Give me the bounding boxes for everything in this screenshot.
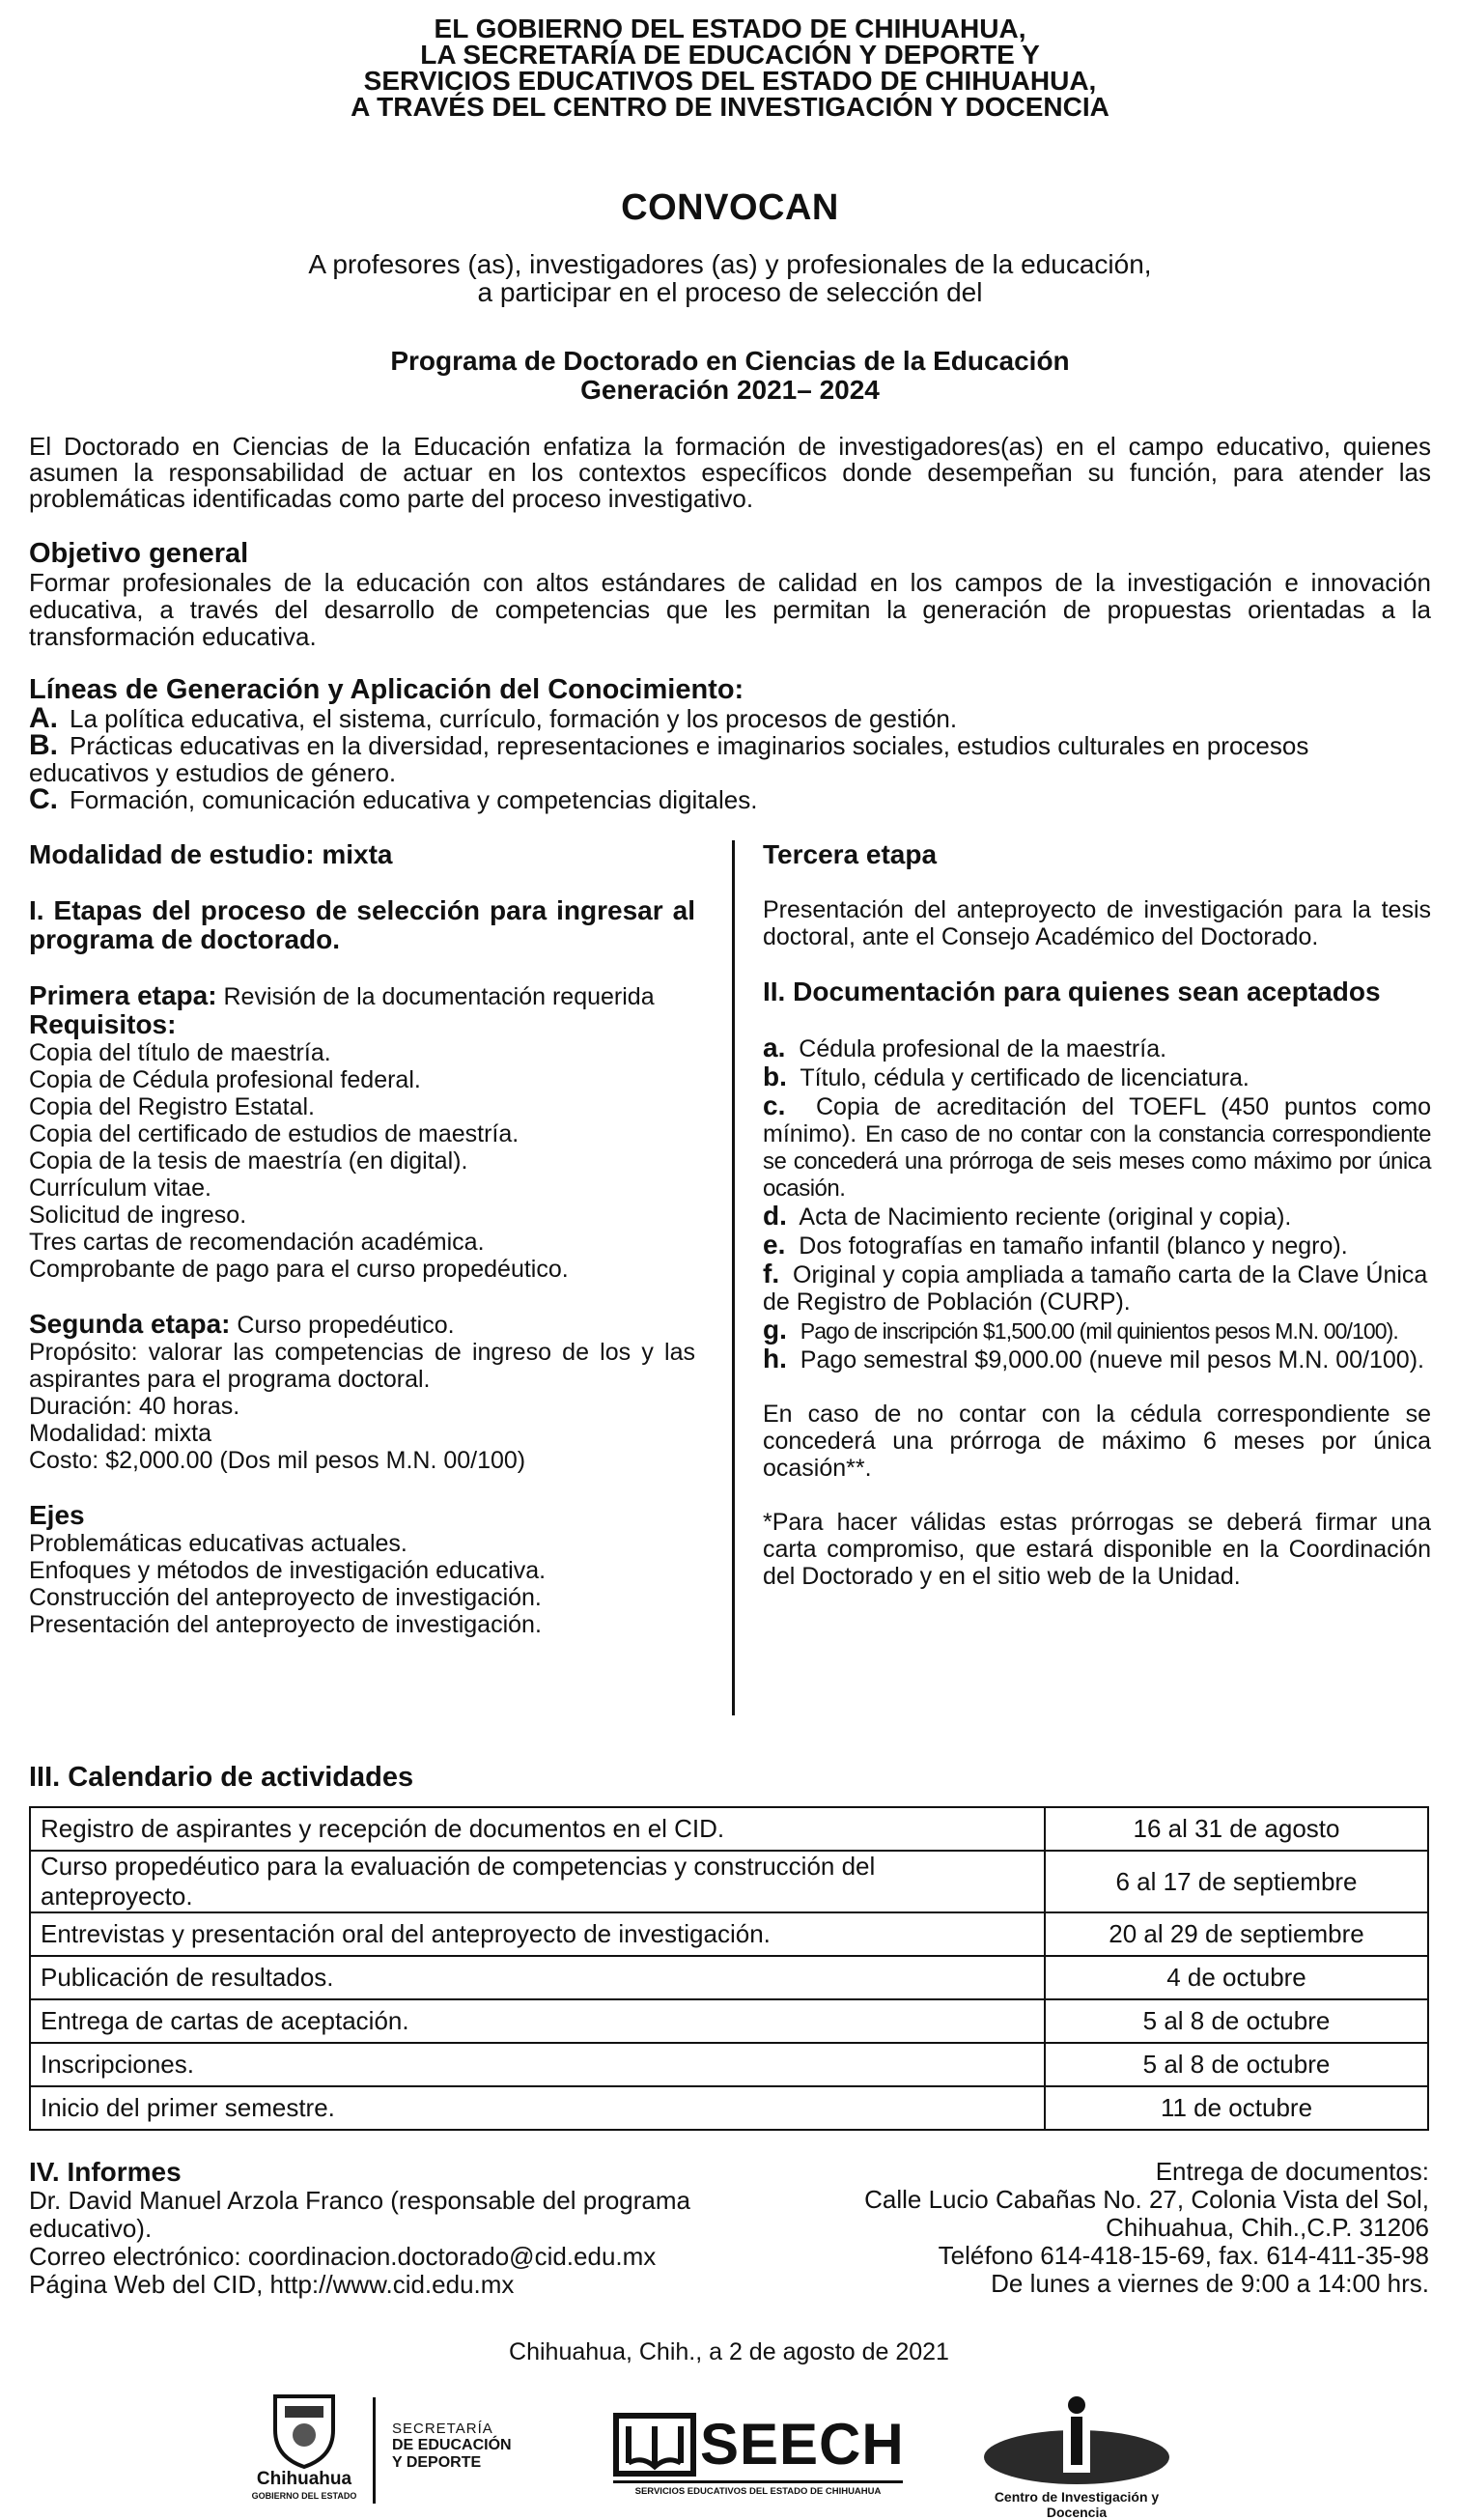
table-row (30, 1999, 1428, 2043)
entrega-block (734, 2158, 1429, 2298)
convocatoria-page (29, 14, 1432, 2520)
doc-item (763, 1091, 1431, 1202)
entrega-line: Teléfono 614-418-15-69, fax. 614-411-35-98 (938, 2241, 1429, 2270)
doc-item (763, 1316, 1431, 1345)
cid-name: Centro de Investigación y Docencia (994, 2489, 1160, 2520)
doc-text: Título, cédula y certificado de licenciatura. (800, 1064, 1249, 1091)
activity-cell: Inscripciones. (30, 2043, 1045, 2086)
left-column (29, 840, 695, 1638)
date-cell: 11 de octubre (1045, 2086, 1428, 2130)
list-item: Copia del certificado de estudios de maestría. (29, 1120, 519, 1147)
sec-line: DE EDUCACIÓN (392, 2437, 512, 2453)
primera-etapa (29, 981, 695, 1010)
logo-divider (373, 2397, 376, 2504)
lead-line: A profesores (as), investigadores (as) y profesionales de la educación, (308, 249, 1152, 279)
doc-item (763, 1033, 1431, 1062)
date-cell: 20 al 29 de septiembre (1045, 1912, 1428, 1956)
doc-item (763, 1231, 1431, 1260)
segunda-etapa (29, 1310, 695, 1339)
table-row (30, 2043, 1428, 2086)
book-icon (613, 2413, 696, 2477)
header-line: A TRAVÉS DEL CENTRO DE INVESTIGACIÓN Y DOCENCIA (351, 92, 1109, 122)
documentacion-heading: II. Documentación para quienes sean aceptados (763, 977, 1381, 1006)
doc-item (763, 1260, 1431, 1316)
doc-letter: h. (763, 1344, 787, 1373)
list-item: Problemáticas educativas actuales. (29, 1530, 407, 1557)
tercera-heading: Tercera etapa (763, 839, 938, 869)
doc-text: Pago semestral $9,000.00 (nueve mil pesos M.N. 00/100). (800, 1346, 1424, 1373)
table-row (30, 1807, 1428, 1851)
list-item: Currículum vitae. (29, 1175, 211, 1202)
list-item: Presentación del anteproyecto de investigación. (29, 1611, 542, 1638)
lineas-text: Prácticas educativas en la diversidad, representaciones e imaginarios sociales, estudios culturales en procesos educativos y estudios de género. (29, 731, 1309, 787)
lineas-item (29, 783, 1431, 815)
activity-cell: Entrevistas y presentación oral del anteproyecto de investigación. (30, 1912, 1045, 1956)
program-name: Programa de Doctorado en Ciencias de la Educación (390, 346, 1070, 376)
doc-text: Original y copia ampliada a tamaño carta de la Clave Única de Registro de Población (CURP). (763, 1261, 1428, 1316)
table-row (30, 1912, 1428, 1956)
modalidad-heading: Modalidad de estudio: mixta (29, 839, 393, 869)
header-line: SERVICIOS EDUCATIVOS DEL ESTADO DE CHIHUAHUA, (363, 66, 1097, 96)
cedula-note: En caso de no contar con la cédula correspondiente se concederá una prórroga de máximo 6 meses por única ocasión**. (763, 1401, 1431, 1482)
entrega-line: Chihuahua, Chih.,C.P. 31206 (1106, 2213, 1429, 2242)
segunda-text: Curso propedéutico. (230, 1312, 455, 1339)
header-line: EL GOBIERNO DEL ESTADO DE CHIHUAHUA, (434, 14, 1026, 43)
date-cell: 5 al 8 de octubre (1045, 2043, 1428, 2086)
segunda-label: Segunda etapa: (29, 1309, 231, 1339)
date-cell: 16 al 31 de agosto (1045, 1807, 1428, 1851)
lineas-item (29, 729, 1431, 787)
carta-note: *Para hacer válidas estas prórrogas se deberá firmar una carta compromiso, que estará disponible en la Coordinación del Doctorado y en el sitio web de la Unidad. (763, 1509, 1431, 1590)
entrega-line: De lunes a viernes de 9:00 a 14:00 hrs. (991, 2269, 1429, 2298)
toefl-note: En caso de no contar con la constancia correspondiente se concederá una prórroga de seis meses como máximo por única ocasión. (763, 1121, 1432, 1202)
lineas-heading: Líneas de Generación y Aplicación del Conocimiento: (29, 674, 744, 705)
list-item: Comprobante de pago para el curso propedéutico. (29, 1256, 569, 1283)
primera-label: Primera etapa: (29, 980, 217, 1010)
doc-text: Dos fotografías en tamaño infantil (blanco y negro). (799, 1232, 1348, 1260)
lineas-text: Formación, comunicación educativa y competencias digitales. (70, 785, 758, 814)
program-title (29, 347, 1431, 405)
lead-text (29, 250, 1431, 306)
table-row (30, 1851, 1428, 1912)
lineas-letter: C. (29, 783, 58, 815)
sec-line: Y DEPORTE (392, 2454, 482, 2471)
header-block (29, 15, 1431, 405)
logos-footer (29, 2392, 1429, 2520)
lineas-section (29, 675, 1431, 813)
activity-cell: Registro de aspirantes y recepción de documentos en el CID. (30, 1807, 1045, 1851)
page-title: CONVOCAN (621, 187, 839, 228)
list-item: Propósito: valorar las competencias de ingreso de los y las aspirantes para el programa doctoral. (29, 1339, 695, 1393)
date-cell: 6 al 17 de septiembre (1045, 1851, 1428, 1912)
entrega-line: Entrega de documentos: (1155, 2157, 1429, 2186)
seech-name: SEECH (700, 2412, 905, 2477)
doc-text: Copia de acreditación del TOEFL (450 puntos como mínimo). (763, 1093, 1431, 1147)
doc-item (763, 1345, 1431, 1373)
entrega-line: Calle Lucio Cabañas No. 27, Colonia Vista del Sol, (864, 2185, 1429, 2214)
chihuahua-logo (251, 2392, 357, 2507)
doc-letter: b. (763, 1062, 787, 1091)
two-column-section (29, 839, 1432, 1638)
etapas-heading: I. Etapas del proceso de selección para ingresar al programa de doctorado. (29, 895, 695, 954)
lineas-letter: A. (29, 702, 58, 734)
activity-cell: Publicación de resultados. (30, 1956, 1045, 1999)
list-item: Copia del título de maestría. (29, 1039, 331, 1066)
calendario-table (29, 1806, 1429, 2131)
cid-emblem-icon (980, 2395, 1173, 2488)
lineas-letter: B. (29, 729, 58, 761)
calendario-heading: III. Calendario de actividades (29, 1762, 414, 1793)
ejes-heading: Ejes (29, 1500, 85, 1530)
activity-cell: Inicio del primer semestre. (30, 2086, 1045, 2130)
list-item: Solicitud de ingreso. (29, 1202, 247, 1229)
list-item: Copia del Registro Estatal. (29, 1093, 315, 1120)
table-row (30, 2086, 1428, 2130)
primera-text: Revisión de la documentación requerida (216, 983, 655, 1010)
lineas-text: La política educativa, el sistema, currículo, formación y los procesos de gestión. (70, 704, 958, 733)
doc-letter: f. (763, 1259, 780, 1288)
header-line: LA SECRETARÍA DE EDUCACIÓN Y DEPORTE Y (420, 40, 1040, 70)
chihuahua-name: Chihuahua (256, 2469, 352, 2489)
list-item: Modalidad: mixta (29, 1420, 211, 1447)
table-row (30, 1956, 1428, 1999)
chihuahua-sub: GOBIERNO DEL ESTADO (251, 2491, 357, 2501)
list-item: Copia de la tesis de maestría (en digital). (29, 1147, 468, 1175)
doc-text: Cédula profesional de la maestría. (799, 1035, 1167, 1062)
objetivo-section (29, 539, 1431, 650)
lineas-item (29, 702, 1431, 734)
doc-letter: e. (763, 1230, 786, 1260)
date-cell: 5 al 8 de octubre (1045, 1999, 1428, 2043)
requisitos-heading: Requisitos: (29, 1009, 177, 1039)
sec-line: SECRETARÍA (392, 2421, 493, 2437)
tercera-text: Presentación del anteproyecto de investigación para la tesis doctoral, ante el Consejo Académico del Doctorado. (763, 896, 1431, 950)
informes-left (29, 2158, 724, 2299)
cid-logo (980, 2395, 1173, 2520)
doc-item (763, 1202, 1431, 1231)
program-generation: Generación 2021– 2024 (580, 375, 880, 405)
doc-item (763, 1062, 1431, 1091)
doc-text: Pago de inscripción $1,500.00 (mil quinientos pesos M.N. 00/100). (800, 1318, 1398, 1344)
activity-cell: Entrega de cartas de aceptación. (30, 1999, 1045, 2043)
column-divider (732, 840, 735, 1715)
seech-logo (613, 2413, 903, 2500)
secretaria-logo (392, 2421, 547, 2472)
list-item: Copia de Cédula profesional federal. (29, 1066, 421, 1093)
objetivo-heading: Objetivo general (29, 538, 249, 569)
activity-cell: Curso propedéutico para la evaluación de competencias y construcción del anteproyecto. (30, 1851, 1045, 1912)
date-cell: 4 de octubre (1045, 1956, 1428, 1999)
informes-line: Dr. David Manuel Arzola Franco (responsable del programa educativo). (29, 2186, 691, 2243)
list-item: Duración: 40 horas. (29, 1393, 240, 1420)
right-column (763, 840, 1431, 1590)
objetivo-text: Formar profesionales de la educación con altos estándares de calidad en los campos de la investigación e innovación educativa, a través del desarrollo de competencias que les permitan la generación de propuestas orientadas a la transformación educativa. (29, 568, 1431, 651)
shield-icon (251, 2392, 357, 2469)
lead-line: a participar en el proceso de selección del (477, 277, 983, 307)
informes-heading: IV. Informes (29, 2157, 182, 2187)
doc-letter: g. (763, 1315, 787, 1345)
seech-rule (613, 2480, 903, 2483)
informes-web[interactable]: Página Web del CID, http://www.cid.edu.mx (29, 2270, 515, 2299)
list-item: Enfoques y métodos de investigación educativa. (29, 1557, 547, 1584)
dateline: Chihuahua, Chih., a 2 de agosto de 2021 (509, 2338, 949, 2365)
list-item: Costo: $2,000.00 (Dos mil pesos M.N. 00/100) (29, 1447, 526, 1474)
doc-letter: d. (763, 1201, 787, 1231)
doc-text: Acta de Nacimiento reciente (original y copia). (799, 1203, 1292, 1231)
list-item: Construcción del anteproyecto de investigación. (29, 1584, 542, 1611)
informes-email[interactable]: Correo electrónico: coordinacion.doctorado@cid.edu.mx (29, 2242, 657, 2271)
intro-paragraph: El Doctorado en Ciencias de la Educación enfatiza la formación de investigadores(as) en el campo educativo, quienes asumen la responsabilidad de actuar en los contextos específicos donde desempeñan su función, para atender las problemáticas identificadas como parte del proceso investigativo. (29, 432, 1431, 513)
list-item: Tres cartas de recomendación académica. (29, 1229, 485, 1256)
doc-letter: a. (763, 1033, 786, 1062)
seech-sub: SERVICIOS EDUCATIVOS DEL ESTADO DE CHIHUAHUA (634, 2486, 882, 2497)
doc-letter: c. (763, 1090, 786, 1120)
